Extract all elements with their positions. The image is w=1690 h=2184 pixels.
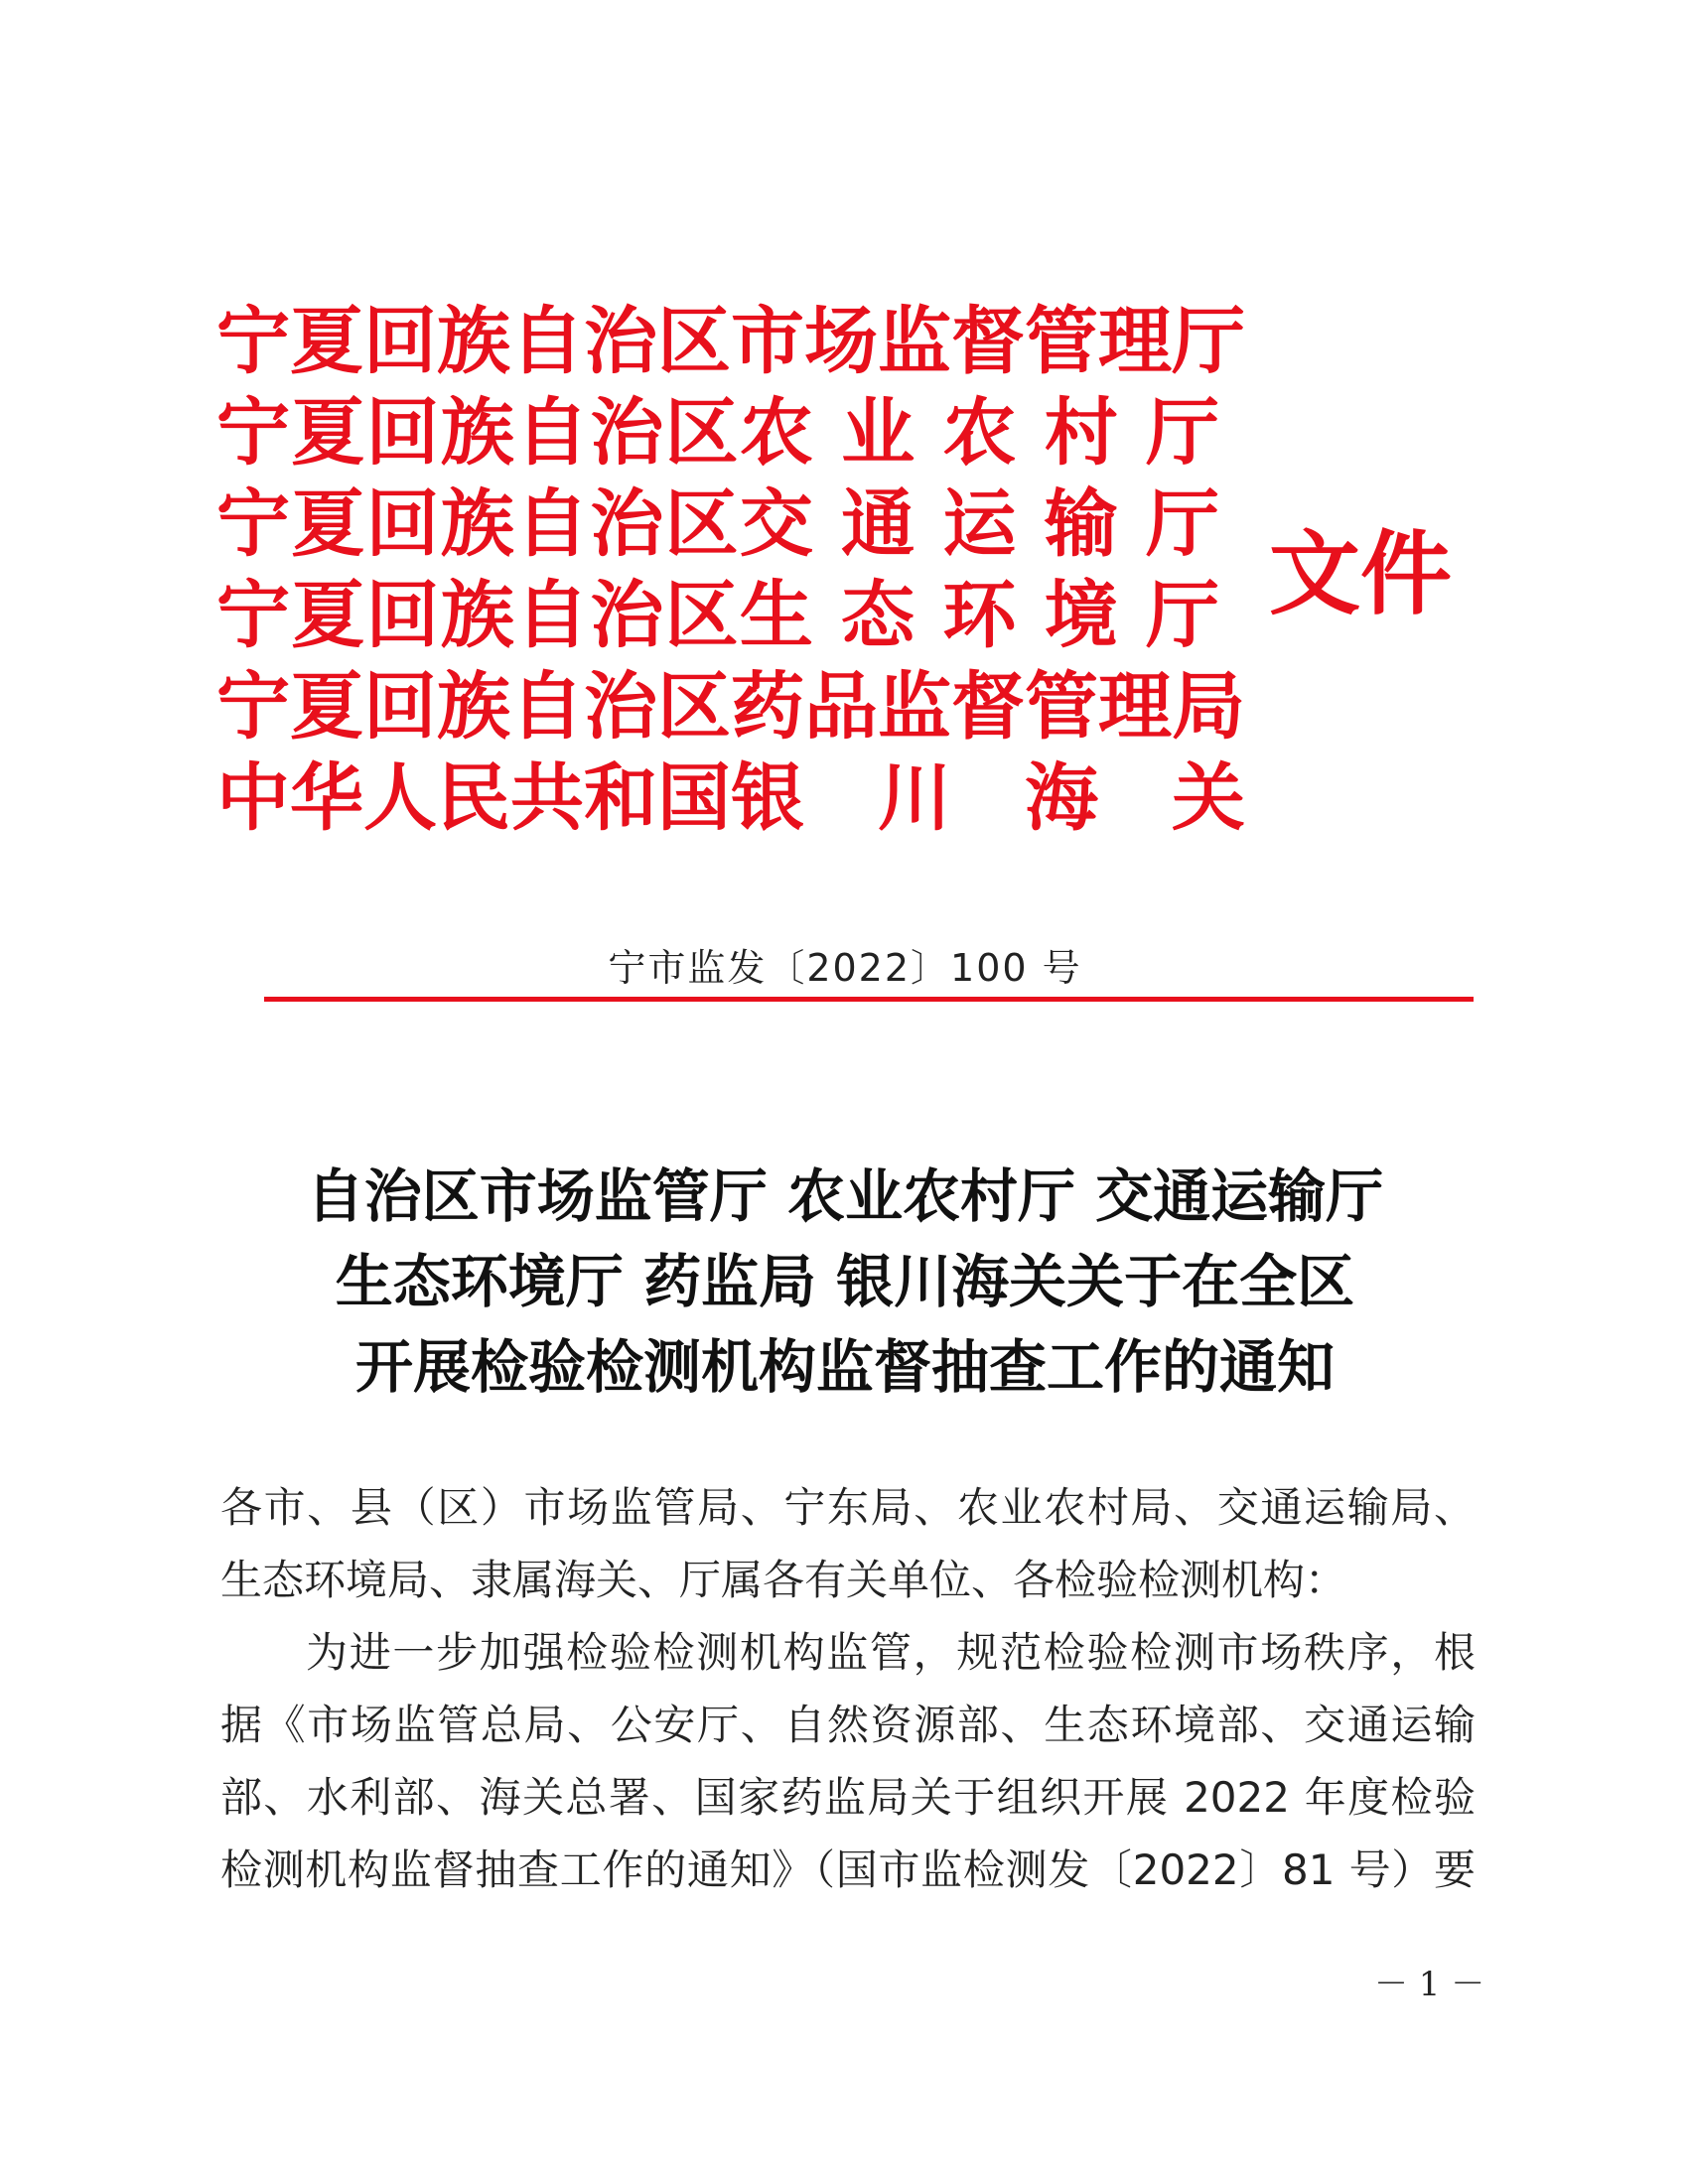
issuer-line: 宁夏回族自治区市场监督管理厅 <box>216 299 1245 384</box>
page-number: － 1 － <box>1374 1965 1485 2004</box>
issuer-line: 宁夏回族自治区农 业 农 村 厅 <box>216 390 1219 476</box>
issuer-line: 中华人民共和国银 川 海 关 <box>216 755 1245 841</box>
file-word: 文件 <box>1269 520 1453 627</box>
document-title <box>0 1154 1690 1410</box>
paragraph-line: 据《市场监管总局、公安厅、自然资源部、生态环境部、交通运输 <box>220 1701 1476 1749</box>
issuer-line: 宁夏回族自治区生 态 环 境 厅 <box>216 573 1219 658</box>
issuer-line: 宁夏回族自治区药品监督管理局 <box>216 664 1245 750</box>
issuer-line: 宁夏回族自治区交 通 运 输 厅 <box>216 481 1219 567</box>
title-line: 自治区市场监管厅 农业农村厅 交通运输厅 <box>306 1162 1384 1230</box>
body-text <box>220 1471 1476 1906</box>
paragraph-line: 检测机构监督抽查工作的通知》（国市监检测发〔2022〕81 号）要 <box>220 1845 1476 1894</box>
issuer-block <box>216 296 1245 844</box>
paragraph-line: 部、水利部、海关总署、国家药监局关于组织开展 2022 年度检验 <box>220 1773 1476 1822</box>
paragraph-line: 为进一步加强检验检测机构监管，规范检验检测市场秩序，根 <box>306 1628 1476 1677</box>
title-line: 生态环境厅 药监局 银川海关关于在全区 <box>335 1248 1355 1315</box>
document-number: 宁市监发〔2022〕100 号 <box>608 946 1082 990</box>
addressee-line: 生态环境局、隶属海关、厅属各有关单位、各检验检测机构： <box>220 1556 1347 1604</box>
title-line: 开展检验检测机构监督抽查工作的通知 <box>354 1333 1335 1401</box>
red-divider-line <box>264 997 1474 1002</box>
addressee-line: 各市、县（区）市场监管局、宁东局、农业农村局、交通运输局、 <box>220 1483 1476 1532</box>
